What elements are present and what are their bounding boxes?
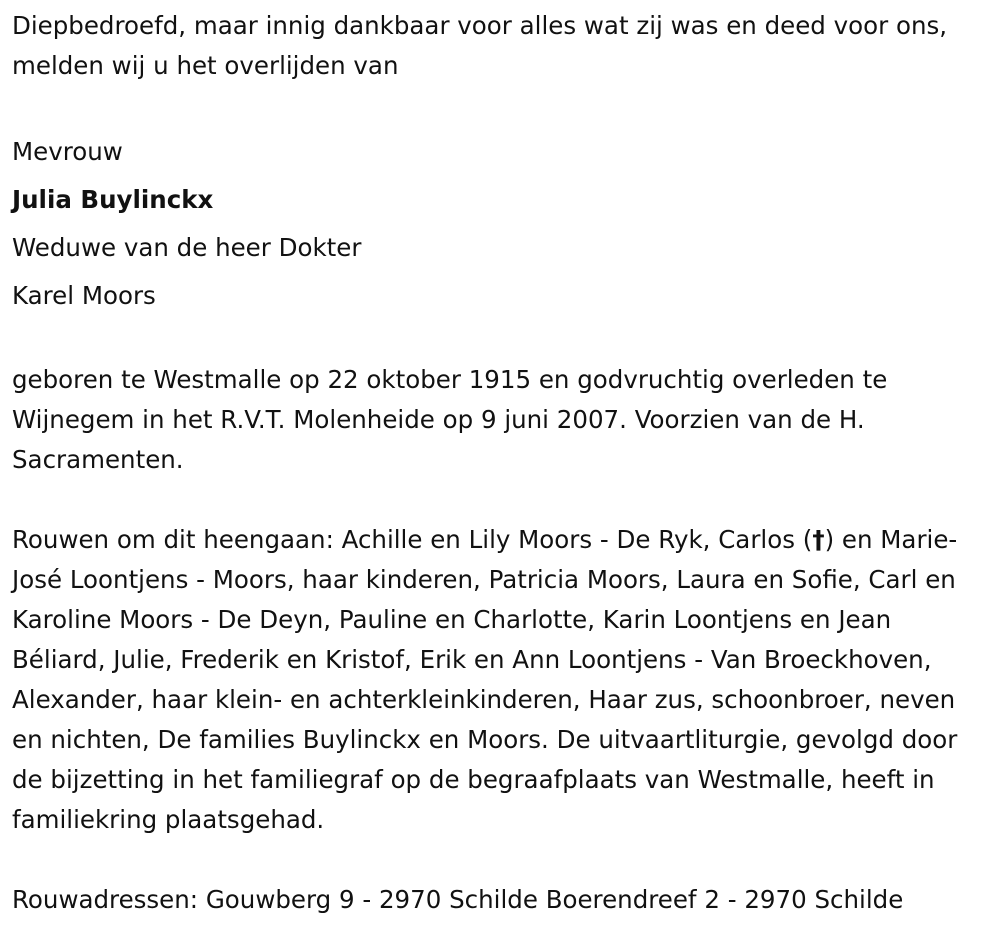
deceased-name: Julia Buylinckx [12,185,214,214]
intro-paragraph: Diepbedroefd, maar innig dankbaar voor alles wat zij was en deed voor ons, melden wij u het overlijden van [12,11,948,80]
widow-line: Weduwe van de heer Dokter [12,233,362,262]
spacer [12,320,988,360]
cross-icon: † [812,525,825,554]
spacer [12,480,988,520]
salutation: Mevrouw [12,137,123,166]
addresses-line: Rouwadressen: Gouwberg 9 - 2970 Schilde Boerendreef 2 - 2970 Schilde [12,885,904,914]
mourners-text-end: ) en Marie-José Loontjens - Moors, haar kinderen, Patricia Moors, Laura en Sofie, Carl en Karoline Moors - De Deyn, Pauline en Charlotte, Karin Loontjens en Jean Béliard, Julie, Frederik en Kristof, Erik en Ann Loontjens - Van Broeckhoven, Alexander, haar klein- en achterkleinkinderen, Haar zus, schoonbroer, neven en nichten, De families Buylinckx en Moors. De uitvaartliturgie, gevolgd door de bijzetting in het familiegraf op de begraafplaats van Westmalle, heeft in familiekring plaatsgehad. [12,525,958,834]
mourners-text-start: Rouwen om dit heengaan: Achille en Lily Moors - De Ryk, Carlos ( [12,525,813,554]
spouse-name: Karel Moors [12,281,156,310]
mourners-paragraph [12,520,988,840]
birth-death-paragraph: geboren te Westmalle op 22 oktober 1915 en godvruchtig overleden te Wijnegem in het R.V.T. Molenheide op 9 juni 2007. Voorzien van de H. Sacramenten. [12,365,888,474]
spacer [12,840,988,880]
spacer [12,86,988,126]
